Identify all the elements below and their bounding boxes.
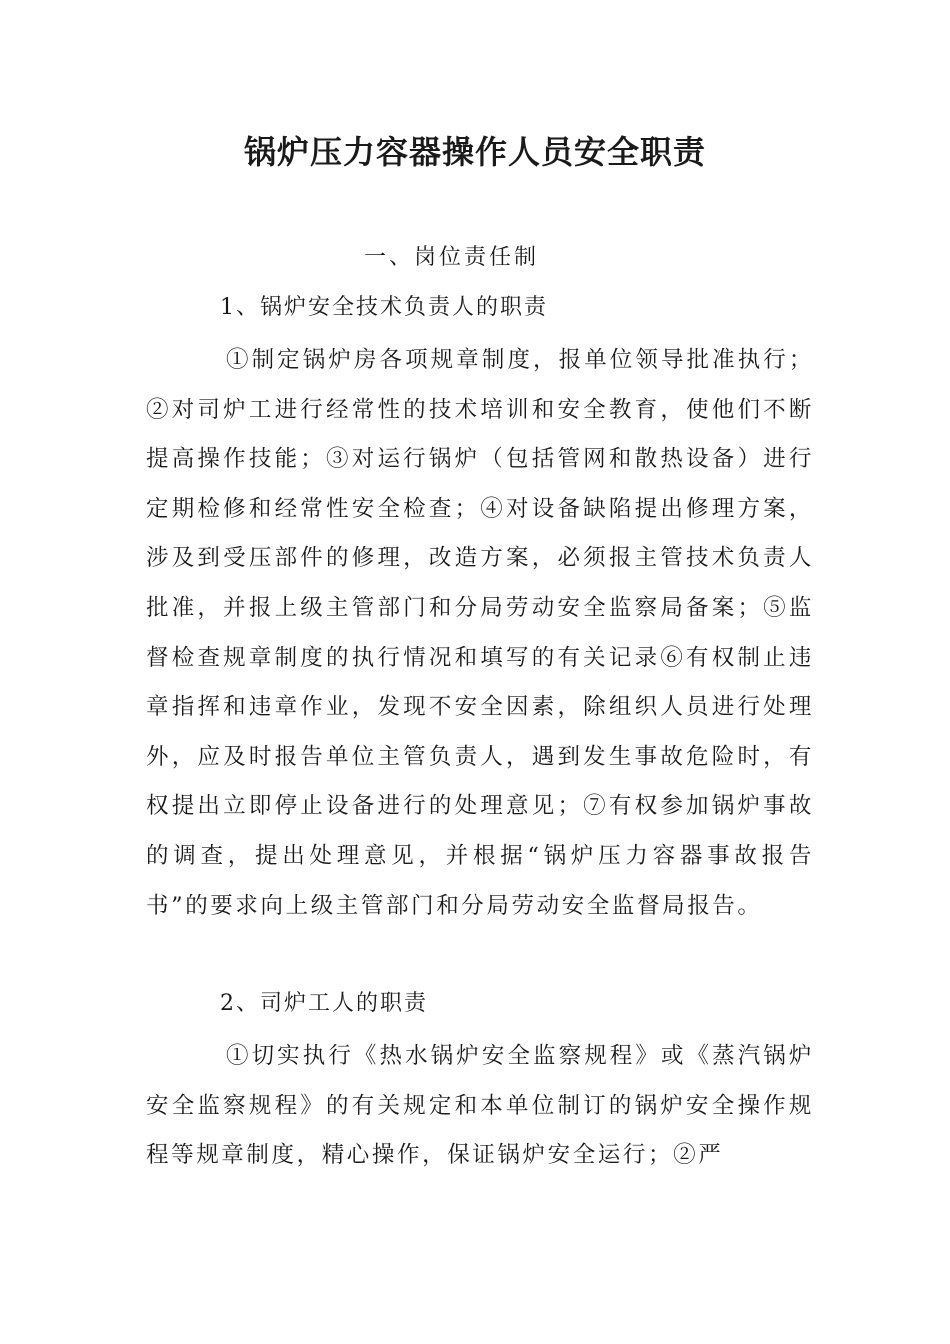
subsection-heading-1: 1、锅炉安全技术负责人的职责 xyxy=(220,295,548,320)
section-heading: 一、岗位责任制 xyxy=(364,245,540,270)
subsection-paragraph-2: ①切实执行《热水锅炉安全监察规程》或《蒸汽锅炉安全监察规程》的有关规定和本单位制订的锅炉安全操作规程等规章制度，精心操作，保证锅炉安全运行；②严 xyxy=(146,1043,814,1169)
document-title: 锅炉压力容器操作人员安全职责 xyxy=(243,133,706,171)
subsection-paragraph-1: ①制定锅炉房各项规章制度，报单位领导批准执行；②对司炉工进行经常性的技术培训和安全教育，使他们不断提高操作技能；③对运行锅炉（包括管网和散热设备）进行定期检修和经常性安全检查；④对设备缺陷提出修理方案，涉及到受压部件的修理，改造方案，必须报主管技术负责人批准，并报上级主管部门和分局劳动安全监察局备案；⑤监督检查规章制度的执行情况和填写的有关记录⑥有权制止违章指挥和违章作业，发现不安全因素，除组织人员进行处理外，应及时报告单位主管负责人，遇到发生事故危险时，有权提出立即停止设备进行的处理意见；⑦有权参加锅炉事故的调查，提出处理意见，并根据“锅炉压力容器事故报告书”的要求向上级主管部门和分局劳动安全监督局报告。 xyxy=(146,347,814,919)
subsection-heading-2: 2、司炉工人的职责 xyxy=(220,991,428,1016)
